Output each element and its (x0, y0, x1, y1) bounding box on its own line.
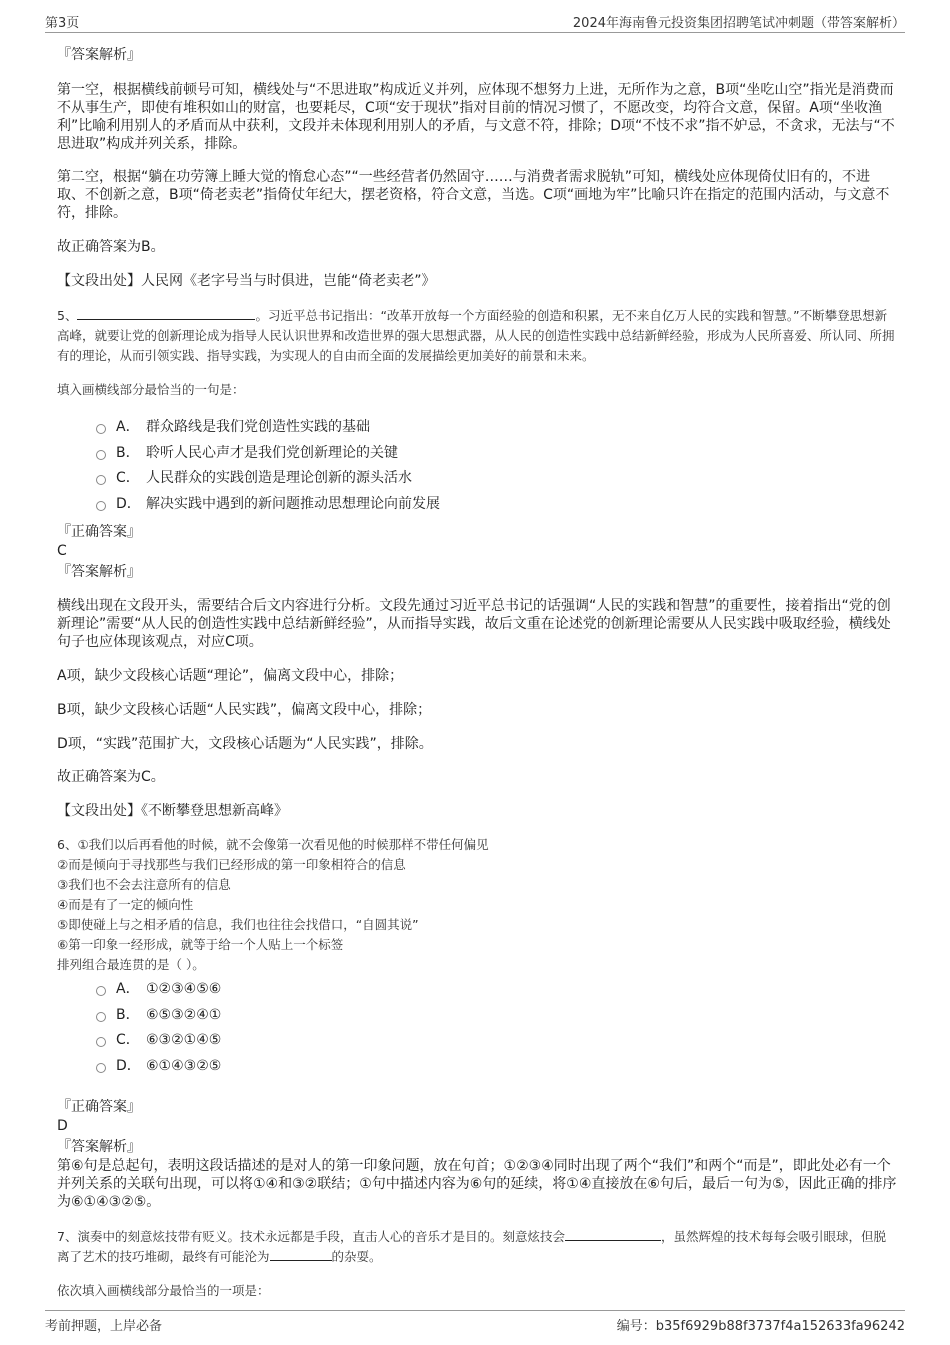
q5-analysis-d: D项，“实践”范围扩大，文段核心话题为“人民实践”，排除。 (57, 736, 433, 752)
footer-slogan: 考前押题，上岸必备 (45, 1319, 163, 1334)
q6-sentence-1: 6、①我们以后再看他的时候，就不会像第一次看见他的时候那样不带任何偏见 (57, 837, 489, 852)
q6-analysis: 第⑥句是总起句，表明这段话描述的是对人的第一印象问题，放在句首；①②③④同时出现了两个“我们”和两个“而是”，即此处必有一个并列关系的关联句出现，可以将①④和③②联结；①句中描述内容为⑥句的延续，将①④直接放在⑥句后，最后一句为⑤，因此正确的排序为⑥①④③②⑤。 (57, 1158, 897, 1210)
q6-analysis-label: 『答案解析』 (57, 1139, 141, 1155)
q4-analysis-label: 『答案解析』 (57, 47, 141, 63)
footer-serial: 编号：b35f6929b88f3737f4a152633fa96242 (616, 1319, 905, 1334)
q6-option-b[interactable]: B． ⑥⑤③②④① (96, 1006, 221, 1024)
q5-conclusion: 故正确答案为C。 (57, 769, 165, 785)
page-header (45, 10, 905, 33)
q5-analysis-b: B项，缺少文段核心话题“人民实践”，偏离文段中心，排除； (57, 702, 432, 718)
q5-correct-answer: C (57, 543, 67, 559)
radio-icon[interactable] (96, 501, 106, 511)
document-title: 2024年海南鲁元投资集团招聘笔试冲刺题（带答案解析） (572, 16, 905, 31)
q6-sentence-2: ②而是倾向于寻找那些与我们已经形成的第一印象相符合的信息 (57, 857, 406, 872)
q5-fill-blank (77, 306, 255, 320)
radio-icon[interactable] (96, 475, 106, 485)
q7-stem (57, 1227, 897, 1267)
q7-stem-part1: 7、演奏中的刻意炫技带有贬义。技术永远都是手段，直击人心的音乐才是目的。刻意炫技会 (57, 1229, 565, 1244)
q5-analysis-a: A项，缺少文段核心话题“理论”，偏离文段中心，排除； (57, 668, 404, 684)
q5-prompt: 填入画横线部分最恰当的一句是： (57, 382, 245, 397)
q5-option-d[interactable]: D． 解决实践中遇到的新问题推动思想理论向前发展 (96, 495, 440, 513)
q6-sentence-5: ⑤即使碰上与之相矛盾的信息，我们也往往会找借口，“自圆其说” (57, 917, 419, 932)
radio-icon[interactable] (96, 1063, 106, 1073)
q6-sentence-3: ③我们也不会去注意所有的信息 (57, 877, 231, 892)
q5-option-a[interactable]: A． 群众路线是我们党创造性实践的基础 (96, 418, 370, 436)
q5-number: 5、 (57, 308, 78, 323)
q6-option-c[interactable]: C． ⑥③②①④⑤ (96, 1031, 221, 1049)
q7-prompt: 依次填入画横线部分最恰当的一项是： (57, 1283, 270, 1298)
q6-correct-label: 『正确答案』 (57, 1099, 141, 1115)
q5-source: 【文段出处】《不断攀登思想新高峰》 (57, 803, 288, 819)
q5-analysis-p1: 横线出现在文段开头，需要结合后文内容进行分析。文段先通过习近平总书记的话强调“人民的实践和智慧”的重要性，接着指出“党的创新理论”需要“从人民的创造性实践中总结新鲜经验”，从而指导实践，故后文重在论述党的创新理论需要从人民实践中吸取经验，横线处句子也应体现该观点，对应C项。 (57, 598, 891, 650)
q6-option-a[interactable]: A． ①②③④⑤⑥ (96, 980, 221, 998)
radio-icon[interactable] (96, 1012, 106, 1022)
q6-sentence-4: ④而是有了一定的倾向性 (57, 897, 194, 912)
page-footer (45, 1310, 905, 1335)
q5-option-c[interactable]: C． 人民群众的实践创造是理论创新的源头活水 (96, 469, 412, 487)
q5-analysis-label: 『答案解析』 (57, 564, 141, 580)
q5-correct-label: 『正确答案』 (57, 524, 141, 540)
q5-option-b[interactable]: B． 聆听人民心声才是我们党创新理论的关键 (96, 444, 398, 462)
q5-stem (57, 306, 897, 366)
q4-analysis-p1: 第一空，根据横线前顿号可知，横线处与“不思进取”构成近义并列，应体现不想努力上进，无所作为之意，B项“坐吃山空”指光是消费而不从事生产，即使有堆积如山的财富，也要耗尽，C项“安于现状”指对目前的情况习惯了，不愿改变，均符合文意，保留。A项“坐收渔利”比喻利用别人的矛盾而从中获利，文段并未体现利用别人的矛盾，与文意不符，排除；D项“不忮不求”指不妒忌，不贪求，无法与“不思进取”构成并列关系，排除。 (57, 82, 895, 152)
radio-icon[interactable] (96, 1037, 106, 1047)
q7-fill-blank-2 (270, 1247, 332, 1261)
q7-stem-part3: 的杂耍。 (331, 1249, 382, 1264)
radio-icon[interactable] (96, 450, 106, 460)
q6-prompt: 排列组合最连贯的是（ ）。 (57, 957, 205, 972)
q7-stem-part2: ，虽然辉煌的技术每每会吸引眼球，但脱离了艺术的技巧堆砌，最终有可能沦为 (57, 1229, 886, 1264)
q4-analysis-p2: 第二空，根据“躺在功劳簿上睡大觉的惰怠心态”“一些经营者仍然固守……与消费者需求脱轨”可知，横线处应体现倚仗旧有的，不进取、不创新之意，B项“倚老卖老”指倚仗年纪大，摆老资格，符合文意，当选。C项“画地为牢”比喻只许在指定的范围内活动，与文意不符，排除。 (57, 169, 890, 221)
radio-icon[interactable] (96, 986, 106, 996)
q6-correct-answer: D (57, 1118, 68, 1134)
q5-stem-text: 。习近平总书记指出：“改革开放每一个方面经验的创造和积累，无不来自亿万人民的实践和智慧。”不断攀登思想新高峰，就要让党的创新理论成为指导人民认识世界和改造世界的强大思想武器，从人民的创造性实践中总结新鲜经验，形成为人民所喜爱、所认同、所拥有的理论，从而引领实践、指导实践，为实现人的自由而全面的发展描绘更加美好的前景和未来。 (57, 308, 895, 363)
page-number: 第3页 (45, 16, 80, 31)
q6-sentence-6: ⑥第一印象一经形成，就等于给一个人贴上一个标签 (57, 937, 344, 952)
radio-icon[interactable] (96, 424, 106, 434)
q7-fill-blank-1 (565, 1227, 661, 1241)
q4-source: 【文段出处】人民网《老字号当与时俱进，岂能“倚老卖老”》 (57, 273, 436, 289)
q4-conclusion: 故正确答案为B。 (57, 239, 165, 255)
q6-option-d[interactable]: D． ⑥①④③②⑤ (96, 1057, 221, 1075)
